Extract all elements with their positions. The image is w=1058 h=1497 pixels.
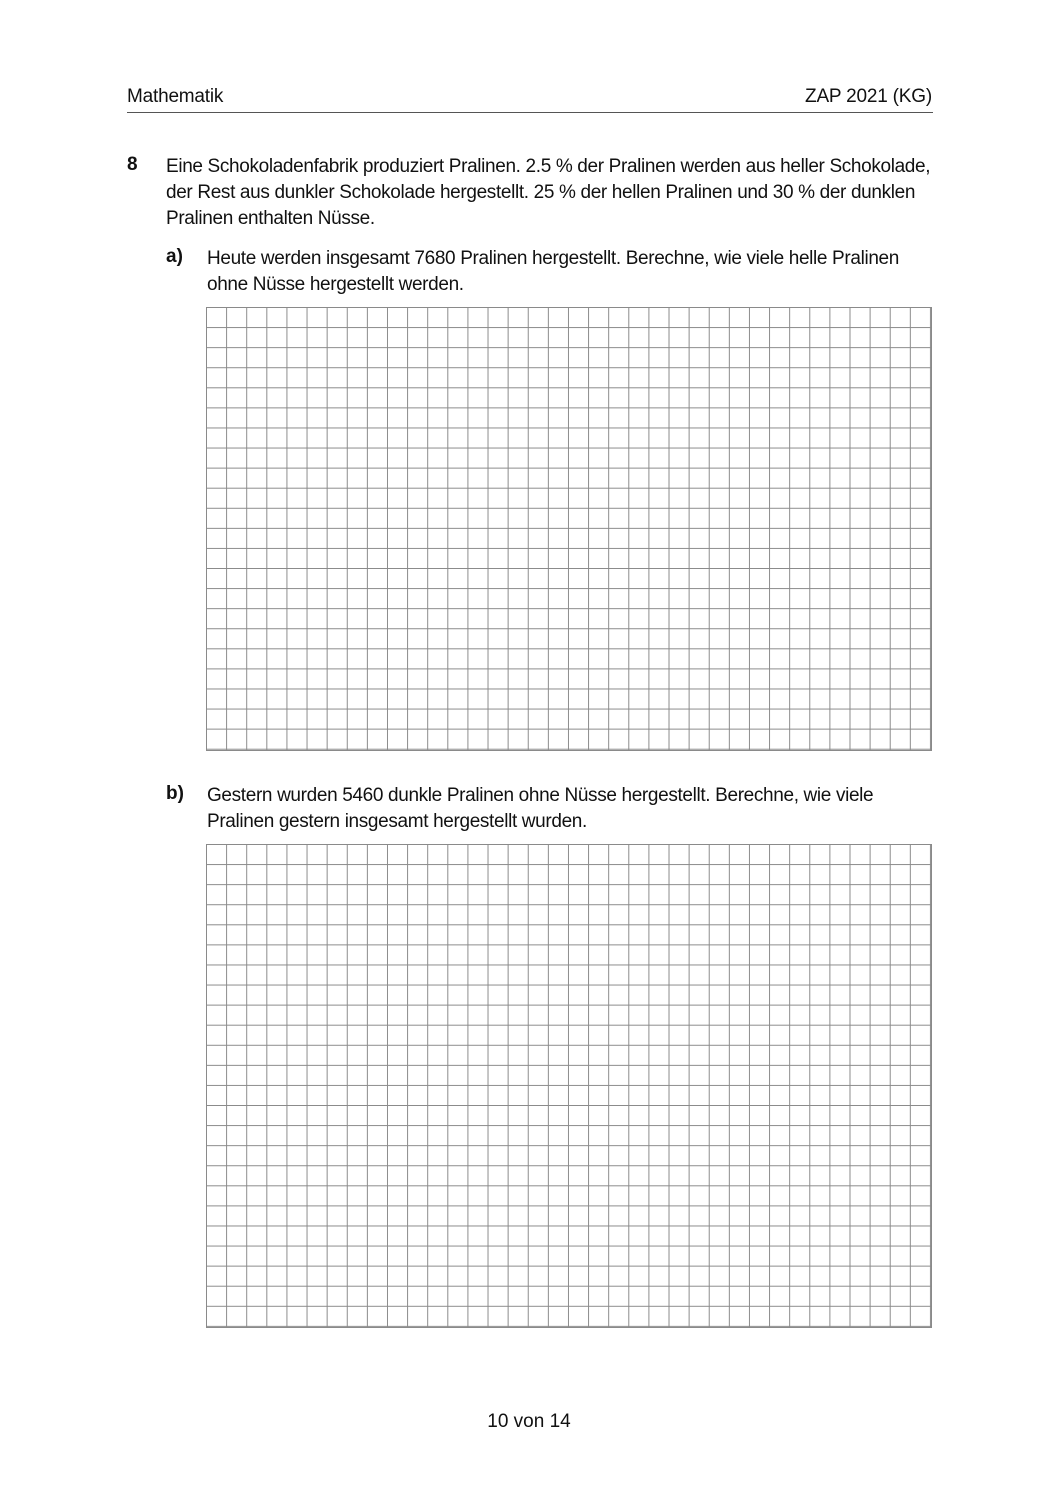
task-number: 8 xyxy=(127,154,138,175)
header-exam: ZAP 2021 (KG) xyxy=(805,86,932,107)
task-intro: Eine Schokoladenfabrik produziert Pralinen. 2.5 % der Pralinen werden aus heller Schokolade, der Rest aus dunkler Schokolade hergestellt. 25 % der hellen Pralinen und 30 % der dunklen Pralinen enthalten Nüsse. xyxy=(166,156,931,229)
subtask-a-text: Heute werden insgesamt 7680 Pralinen hergestellt. Berechne, wie viele helle Pralinen ohne Nüsse hergestellt werden. xyxy=(207,248,899,295)
subtask-a-label: a) xyxy=(166,246,183,267)
header-divider xyxy=(127,112,933,113)
header-subject: Mathematik xyxy=(127,86,224,107)
subtask-b-label: b) xyxy=(166,783,184,804)
subtask-b-text: Gestern wurden 5460 dunkle Pralinen ohne Nüsse hergestellt. Berechne, wie viele Pralinen gestern insgesamt hergestellt wurden. xyxy=(207,785,874,832)
answer-grid-a[interactable] xyxy=(206,307,932,751)
page-indicator: 10 von 14 xyxy=(487,1411,571,1432)
answer-grid-b[interactable] xyxy=(206,844,932,1328)
